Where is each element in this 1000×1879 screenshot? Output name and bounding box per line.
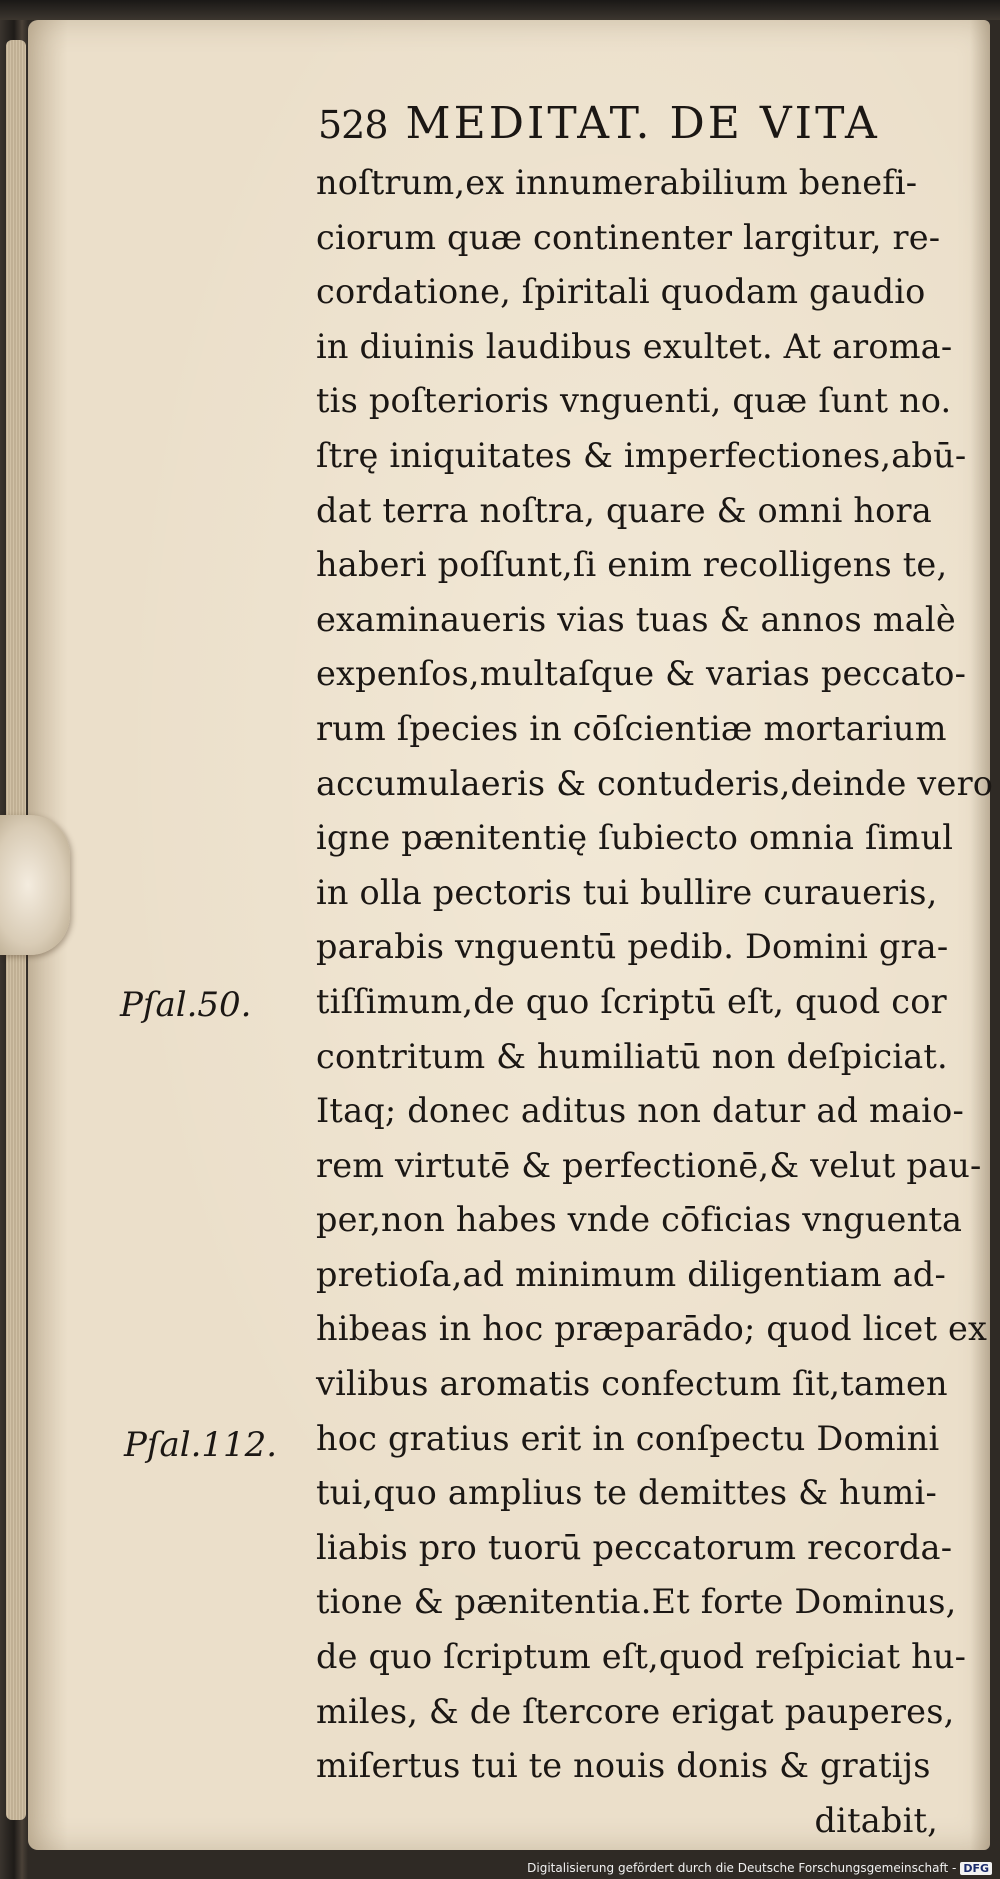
page-header	[318, 98, 880, 149]
text-line: examinaueris vias tuas & annos malè	[316, 599, 956, 639]
text-line: Itaq; donec aditus non datur ad maio-	[316, 1091, 964, 1131]
text-line: hoc gratius erit in conſpectu Domini	[316, 1418, 940, 1458]
text-line: contritum & humiliatū non deſpiciat.	[316, 1036, 948, 1076]
credit-text: Digitalisierung gefördert durch die Deutsche Forschungsgemeinschaft -	[527, 1861, 957, 1875]
text-line: in olla pectoris tui bullire curaueris,	[316, 872, 938, 912]
text-line: miles, & de ſtercore erigat pauperes,	[316, 1691, 955, 1731]
book-top-edge	[0, 0, 1000, 20]
text-line: parabis vnguentū pedib. Domini gra-	[316, 927, 949, 967]
text-line: haberi poſſunt,ſi enim recolligens te,	[316, 545, 948, 585]
text-line: rum ſpecies in cōſcientiæ mortarium	[316, 708, 947, 748]
text-line: tui,quo amplius te demittes & humi-	[316, 1473, 937, 1513]
text-line: ſtrę iniquitates & imperfectiones,abū-	[316, 435, 967, 475]
page-number: 528	[318, 103, 388, 147]
text-line: dat terra noſtra, quare & omni hora	[316, 490, 932, 530]
text-line: tione & pænitentia.Et forte Dominus,	[316, 1582, 957, 1622]
text-line: accumulaeris & contuderis,deinde vero	[316, 763, 994, 803]
dfg-logo: DFG	[960, 1862, 992, 1875]
text-line: cordatione, ſpiritali quodam gaudio	[316, 272, 926, 312]
margin-note-psalm-50: Pſal.50.	[120, 985, 252, 1025]
page-text	[28, 20, 994, 1850]
text-line: in diuinis laudibus exultet. At aroma-	[316, 326, 953, 366]
text-line: liabis pro tuorū peccatorum recorda-	[316, 1527, 953, 1567]
text-line: miſertus tui te nouis donis & gratijs	[316, 1746, 931, 1786]
catchword: ditabit,	[814, 1800, 938, 1840]
text-line: pretioſa,ad minimum diligentiam ad-	[316, 1254, 946, 1294]
book-page	[28, 20, 994, 1850]
text-line: rem virtutē & perfectionē,& velut pau-	[316, 1145, 982, 1185]
margin-note-psalm-112: Pſal.112.	[124, 1425, 278, 1465]
text-line: igne pænitentię ſubiecto omnia ſimul	[316, 818, 954, 858]
text-line: de quo ſcriptum eſt,quod reſpiciat hu-	[316, 1637, 967, 1677]
body-text	[316, 156, 994, 1848]
text-line: ciorum quæ continenter largitur, re-	[316, 217, 941, 257]
digitization-credit	[527, 1861, 992, 1875]
text-line: hibeas in hoc præparādo; quod licet ex	[316, 1309, 988, 1349]
text-line: vilibus aromatis confectum ſit,tamen	[316, 1364, 948, 1404]
running-head: MEDITAT. DE VITA	[405, 98, 880, 149]
text-line: per,non habes vnde cōficias vnguenta	[316, 1200, 963, 1240]
page-clasp	[0, 815, 70, 955]
text-line: noſtrum,ex innumerabilium benefi-	[316, 163, 918, 202]
text-line: tis poſterioris vnguenti, quæ ſunt no.	[316, 381, 952, 421]
text-line: tiſſimum,de quo ſcriptū eſt, quod cor	[316, 981, 947, 1021]
text-line: expenſos,multaſque & varias peccato-	[316, 654, 967, 694]
